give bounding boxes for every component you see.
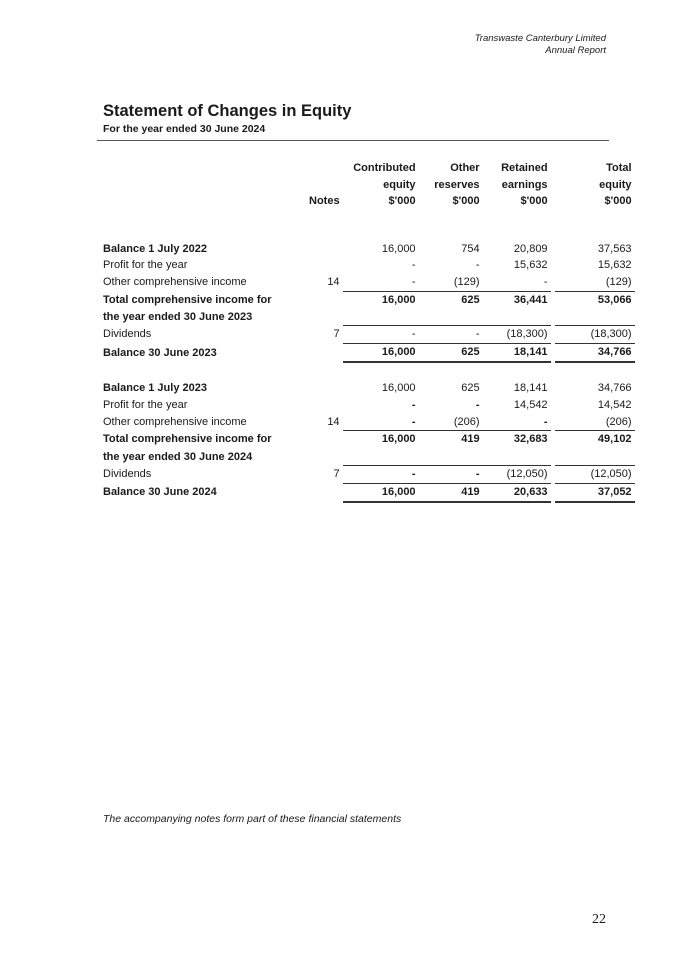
- col-retained-2: earnings: [501, 178, 548, 191]
- page-subtitle: For the year ended 30 June 2024: [103, 123, 266, 135]
- col-contributed-1: Contributed: [353, 162, 416, 174]
- page-title: Statement of Changes in Equity: [103, 102, 352, 120]
- table-row: Balance 30 June 2023 16,000 625 18,141 34,766: [100, 344, 635, 362]
- report-name: Annual Report: [545, 45, 606, 56]
- col-other-3: $'000: [452, 195, 480, 207]
- table-row: Balance 30 June 2024 16,000 419 20,633 37,052: [100, 483, 635, 501]
- table-row: Dividends 7 - - (12,050) (12,050): [100, 466, 635, 484]
- table-row: Other comprehensive income 14 - (206) - (206): [100, 414, 635, 431]
- table-row: Other comprehensive income 14 - (129) - (129): [100, 274, 635, 291]
- header-row-1: [100, 160, 635, 177]
- col-total-2: equity: [599, 178, 632, 191]
- title-rule: [97, 140, 609, 141]
- col-total-3: $'000: [604, 195, 632, 207]
- col-other-1: Other: [450, 162, 480, 174]
- col-contributed-2: equity: [383, 178, 416, 191]
- col-retained-3: $'000: [520, 195, 548, 207]
- company-name: Transwaste Canterbury Limited: [474, 33, 606, 44]
- header-row-3: [100, 193, 635, 210]
- table-row: the year ended 30 June 2023: [100, 309, 635, 326]
- col-other-2: reserves: [434, 178, 480, 191]
- table-row: Total comprehensive income for 16,000 625 36,441 53,066: [103, 293, 632, 306]
- table-row: Total comprehensive income for 16,000 419 32,683 49,102: [103, 433, 632, 446]
- table-row: Profit for the year - - 15,632 15,632: [103, 259, 632, 272]
- col-notes: Notes: [309, 195, 340, 207]
- table-row: Balance 1 July 2022 16,000 754 20,809 37,563: [103, 242, 632, 255]
- equity-table: [100, 160, 635, 503]
- col-retained-1: Retained: [501, 162, 548, 174]
- col-contributed-3: $'000: [388, 195, 416, 207]
- report-header: [475, 33, 606, 57]
- table-row: the year ended 30 June 2024: [100, 448, 635, 465]
- header-row-2: [100, 177, 635, 194]
- footnote: The accompanying notes form part of these financial statements: [103, 813, 402, 825]
- col-total-1: Total: [606, 162, 632, 174]
- table-row: Dividends 7 - - (18,300) (18,300): [100, 326, 635, 344]
- table-row: Profit for the year - - 14,542 14,542: [103, 398, 632, 411]
- page-number: 22: [592, 912, 606, 927]
- table-row: Balance 1 July 2023 16,000 625 18,141 34,766: [103, 382, 632, 395]
